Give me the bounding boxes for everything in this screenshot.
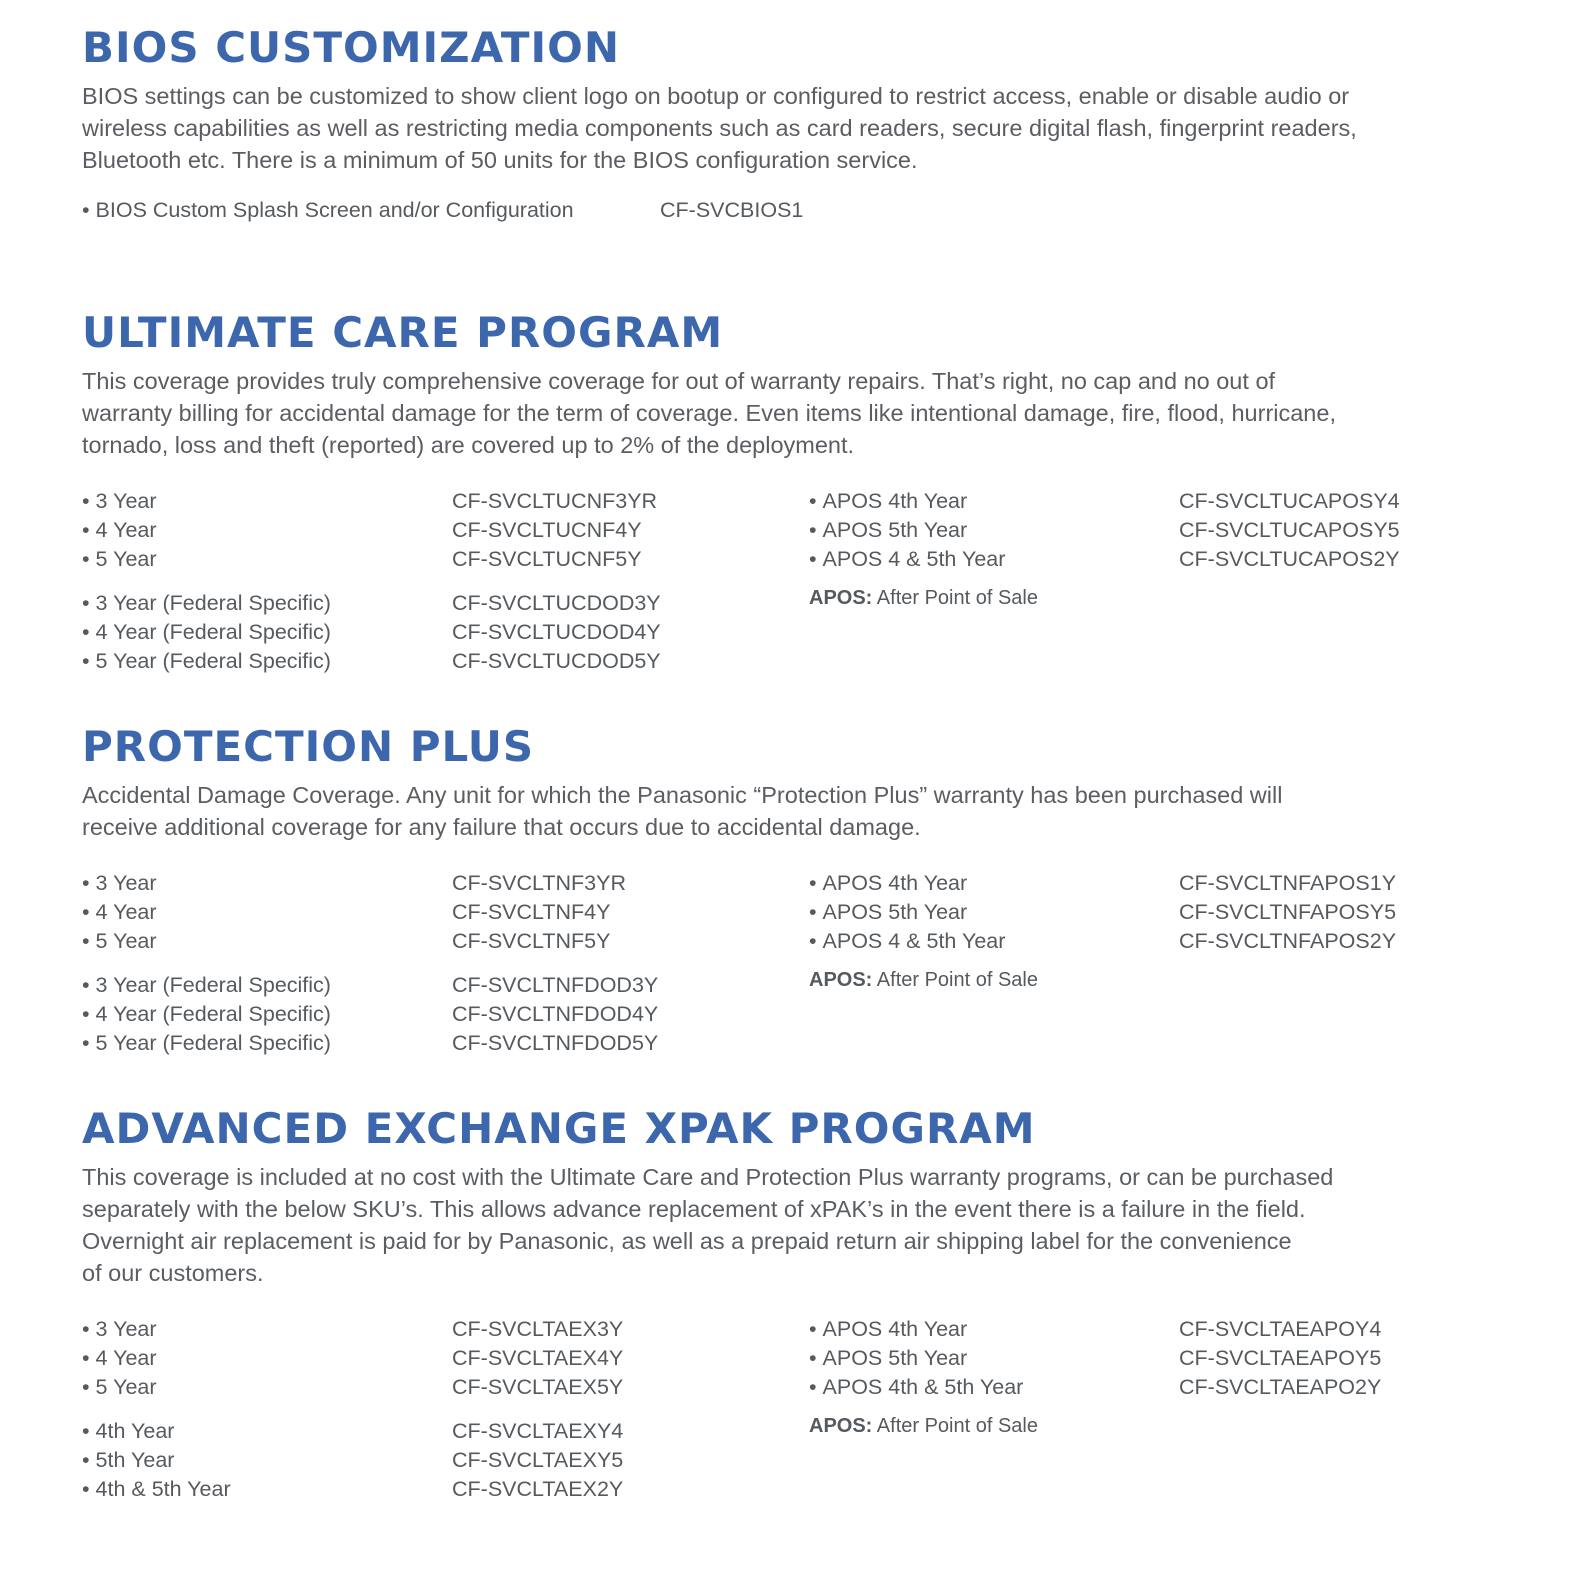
bios-desc-line: Bluetooth etc. There is a minimum of 50 units for the BIOS configuration service.	[82, 147, 918, 173]
bios-item	[82, 196, 1522, 225]
xpak-title: ADVANCED EXCHANGE XPAK PROGRAM	[82, 1104, 1036, 1153]
item-label: • 4th Year	[82, 1417, 452, 1446]
item-sku: CF-SVCLTAEAPOY5	[1179, 1346, 1382, 1370]
apos-note-text: After Point of Sale	[876, 587, 1038, 609]
list-item	[82, 1344, 810, 1373]
xpak-apos-list	[809, 1315, 1537, 1440]
bios-description	[82, 80, 1522, 176]
ultimate-section	[82, 308, 1522, 673]
xpak-desc-line: separately with the below SKU’s. This allows advance replacement of xPAK’s in the event there is a failure in the field.	[82, 1196, 1306, 1222]
protection-title: PROTECTION PLUS	[82, 722, 535, 771]
ultimate-federal-list	[82, 589, 810, 676]
item-label: • 5 Year (Federal Specific)	[82, 647, 452, 676]
item-sku: CF-SVCLTUCAPOSY4	[1179, 489, 1400, 513]
item-label: • APOS 4 & 5th Year	[809, 927, 1179, 956]
item-label: • APOS 4th Year	[809, 487, 1179, 516]
list-item	[809, 1315, 1537, 1344]
item-label: • APOS 5th Year	[809, 516, 1179, 545]
list-item	[82, 1029, 810, 1058]
apos-note-term: APOS:	[809, 1415, 873, 1437]
item-label: • 4 Year (Federal Specific)	[82, 618, 452, 647]
apos-note	[809, 1412, 1537, 1440]
item-sku: CF-SVCLTUCDOD4Y	[452, 620, 661, 644]
protection-desc-line: receive additional coverage for any failure that occurs due to accidental damage.	[82, 814, 921, 840]
item-label: • APOS 4 & 5th Year	[809, 545, 1179, 574]
item-sku: CF-SVCLTAEAPO2Y	[1179, 1375, 1382, 1399]
list-item	[82, 647, 810, 676]
item-sku: CF-SVCLTNF3YR	[452, 871, 627, 895]
item-label: • 5 Year (Federal Specific)	[82, 1029, 452, 1058]
bios-title: BIOS CUSTOMIZATION	[82, 23, 620, 72]
list-item	[809, 516, 1537, 545]
xpak-extended-list	[82, 1417, 810, 1504]
item-label: • 3 Year (Federal Specific)	[82, 971, 452, 1000]
item-label: • 4th & 5th Year	[82, 1475, 452, 1504]
protection-desc-line: Accidental Damage Coverage. Any unit for which the Panasonic “Protection Plus” warranty has been purchased will	[82, 782, 1283, 808]
item-label: • 4 Year (Federal Specific)	[82, 1000, 452, 1029]
apos-note	[809, 584, 1537, 612]
item-sku: CF-SVCLTNFAPOSY5	[1179, 900, 1397, 924]
ultimate-desc-line: This coverage provides truly comprehensive coverage for out of warranty repairs. That’s right, no cap and no out of	[82, 368, 1276, 394]
list-item	[809, 927, 1537, 956]
list-item	[82, 1417, 810, 1446]
item-label: • 3 Year (Federal Specific)	[82, 589, 452, 618]
item-sku: CF-SVCLTUCAPOS2Y	[1179, 547, 1400, 571]
item-sku: CF-SVCLTNFAPOS2Y	[1179, 929, 1397, 953]
item-sku: CF-SVCLTNFDOD3Y	[452, 973, 659, 997]
item-label: • APOS 5th Year	[809, 1344, 1179, 1373]
bios-desc-line: wireless capabilities as well as restricting media components such as card readers, secure digital flash, fingerprint readers,	[82, 115, 1357, 141]
protection-apos-list	[809, 869, 1537, 994]
ultimate-desc-line: tornado, loss and theft (reported) are covered up to 2% of the deployment.	[82, 432, 855, 458]
list-item	[82, 589, 810, 618]
item-label: • 5th Year	[82, 1446, 452, 1475]
item-label: • 4 Year	[82, 1344, 452, 1373]
list-item	[809, 869, 1537, 898]
bios-item-sku: CF-SVCBIOS1	[660, 198, 804, 222]
protection-standard-list	[82, 869, 810, 956]
item-sku: CF-SVCLTNFDOD5Y	[452, 1031, 659, 1055]
list-item	[809, 898, 1537, 927]
item-sku: CF-SVCLTNF4Y	[452, 900, 611, 924]
item-sku: CF-SVCLTUCNF4Y	[452, 518, 642, 542]
ultimate-desc-line: warranty billing for accidental damage for the term of coverage. Even items like intentional damage, fire, flood, hurricane,	[82, 400, 1336, 426]
item-label: • 3 Year	[82, 1315, 452, 1344]
item-sku: CF-SVCLTUCNF5Y	[452, 547, 642, 571]
ultimate-apos-list	[809, 487, 1537, 612]
apos-note	[809, 966, 1537, 994]
bios-section	[82, 24, 1522, 225]
item-label: • 5 Year	[82, 927, 452, 956]
item-sku: CF-SVCLTAEX4Y	[452, 1346, 624, 1370]
list-item	[82, 869, 810, 898]
list-item	[82, 971, 810, 1000]
item-label: • 5 Year	[82, 1373, 452, 1402]
list-item	[82, 1475, 810, 1504]
item-sku: CF-SVCLTNFDOD4Y	[452, 1002, 659, 1026]
xpak-description	[82, 1161, 1522, 1289]
item-sku: CF-SVCLTUCAPOSY5	[1179, 518, 1400, 542]
item-label: • APOS 4th Year	[809, 1315, 1179, 1344]
item-sku: CF-SVCLTUCDOD5Y	[452, 649, 661, 673]
protection-section	[82, 722, 1522, 1055]
item-sku: CF-SVCLTNF5Y	[452, 929, 611, 953]
item-sku: CF-SVCLTAEX5Y	[452, 1375, 624, 1399]
ultimate-standard-list	[82, 487, 810, 574]
list-item	[82, 898, 810, 927]
list-item	[82, 927, 810, 956]
item-label: • 5 Year	[82, 545, 452, 574]
list-item	[809, 545, 1537, 574]
item-sku: CF-SVCLTAEX3Y	[452, 1317, 624, 1341]
bios-desc-line: BIOS settings can be customized to show client logo on bootup or configured to restrict access, enable or disable audio or	[82, 83, 1350, 109]
bios-item-label: • BIOS Custom Splash Screen and/or Configuration	[82, 196, 660, 225]
list-item	[809, 1344, 1537, 1373]
list-item	[82, 545, 810, 574]
list-item	[82, 1373, 810, 1402]
list-item	[82, 1446, 810, 1475]
item-label: • APOS 4th & 5th Year	[809, 1373, 1179, 1402]
apos-note-term: APOS:	[809, 587, 873, 609]
item-sku: CF-SVCLTAEAPOY4	[1179, 1317, 1382, 1341]
xpak-desc-line: Overnight air replacement is paid for by Panasonic, as well as a prepaid return air shipping label for the convenience	[82, 1228, 1292, 1254]
list-item	[82, 516, 810, 545]
list-item	[809, 1373, 1537, 1402]
item-label: • APOS 4th Year	[809, 869, 1179, 898]
list-item	[82, 1000, 810, 1029]
xpak-desc-line: This coverage is included at no cost with the Ultimate Care and Protection Plus warranty programs, or can be purchased	[82, 1164, 1334, 1190]
item-label: • 4 Year	[82, 898, 452, 927]
ultimate-title: ULTIMATE CARE PROGRAM	[82, 308, 724, 357]
item-sku: CF-SVCLTNFAPOS1Y	[1179, 871, 1397, 895]
item-sku: CF-SVCLTAEXY4	[452, 1419, 624, 1443]
protection-description	[82, 779, 1522, 843]
item-label: • APOS 5th Year	[809, 898, 1179, 927]
item-sku: CF-SVCLTAEX2Y	[452, 1477, 624, 1501]
protection-federal-list	[82, 971, 810, 1058]
xpak-section	[82, 1104, 1522, 1501]
list-item	[809, 487, 1537, 516]
item-sku: CF-SVCLTUCNF3YR	[452, 489, 658, 513]
item-label: • 3 Year	[82, 869, 452, 898]
item-sku: CF-SVCLTUCDOD3Y	[452, 591, 661, 615]
item-label: • 4 Year	[82, 516, 452, 545]
list-item	[82, 1315, 810, 1344]
apos-note-text: After Point of Sale	[876, 1415, 1038, 1437]
xpak-standard-list	[82, 1315, 810, 1402]
list-item	[82, 487, 810, 516]
list-item	[82, 618, 810, 647]
xpak-desc-line: of our customers.	[82, 1260, 264, 1286]
apos-note-text: After Point of Sale	[876, 969, 1038, 991]
ultimate-description	[82, 365, 1522, 461]
item-sku: CF-SVCLTAEXY5	[452, 1448, 624, 1472]
apos-note-term: APOS:	[809, 969, 873, 991]
item-label: • 3 Year	[82, 487, 452, 516]
